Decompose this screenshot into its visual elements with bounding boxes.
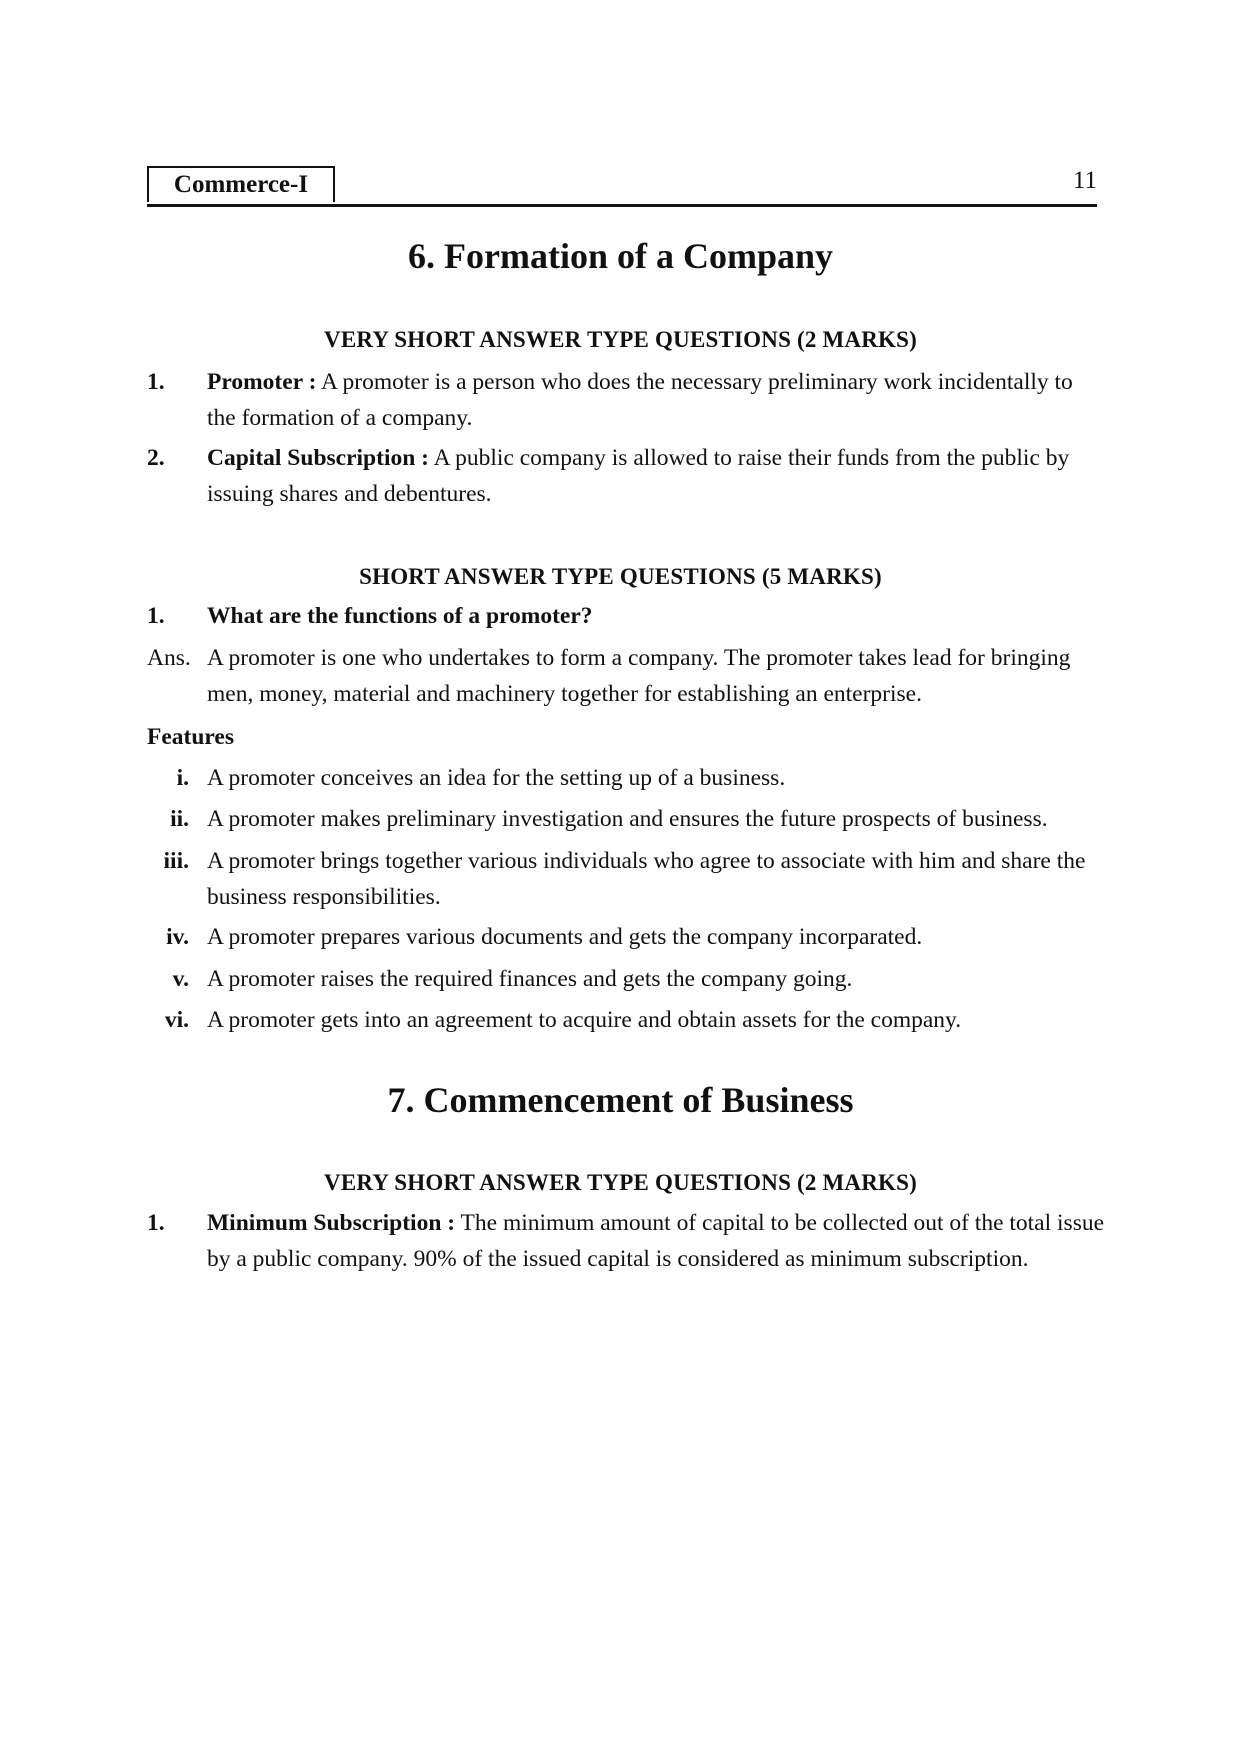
item-term: Capital Subscription : (207, 445, 429, 471)
answer-label: Ans. (147, 645, 191, 671)
running-header (147, 166, 1097, 207)
feature-item (147, 801, 1107, 837)
ch6-vsa-item-2 (147, 440, 1107, 512)
item-text: The minimum amount of capital to be collected out of the total issue by a public company. 90% of the issued capital is considered as minimum subscription. (207, 1210, 1105, 1272)
feature-text: A promoter brings together various individuals who agree to associate with him and share the business responsibilities. (207, 848, 1086, 910)
feature-item (147, 961, 1107, 997)
answer-text: A promoter is one who undertakes to form a company. The promoter takes lead for bringing men, money, material and machinery together for establishing an enterprise. (207, 645, 1071, 707)
ch6-sa-answer (147, 640, 1107, 712)
page-number: 11 (1072, 167, 1097, 194)
ch6-vsa-heading: VERY SHORT ANSWER TYPE QUESTIONS (2 MARKS) (324, 327, 917, 352)
ch7-vsa-item-1 (147, 1205, 1107, 1277)
item-number: 1. (147, 1210, 165, 1236)
ch6-sa-heading: SHORT ANSWER TYPE QUESTIONS (5 MARKS) (359, 564, 882, 589)
chapter-6-title: 6. Formation of a Company (408, 236, 833, 276)
item-text: A promoter is a person who does the necessary preliminary work incidentally to the formation of a company. (207, 369, 1073, 431)
feature-number: iv. (166, 924, 189, 950)
feature-item (147, 760, 1107, 796)
feature-number: ii. (170, 806, 189, 832)
feature-item (147, 919, 1107, 955)
feature-item (147, 1002, 1107, 1038)
feature-number: vi. (164, 1007, 189, 1033)
subject-label: Commerce-I (147, 166, 335, 202)
feature-number: i. (176, 765, 189, 791)
item-term: Minimum Subscription : (207, 1210, 456, 1236)
feature-text: A promoter makes preliminary investigation and ensures the future prospects of business. (207, 806, 1048, 832)
item-number: 1. (147, 369, 165, 395)
feature-item (147, 843, 1107, 915)
item-text: A public company is allowed to raise their funds from the public by issuing shares and debentures. (207, 445, 1070, 507)
question-number: 1. (147, 603, 165, 629)
question-text: What are the functions of a promoter? (207, 603, 593, 629)
feature-text: A promoter prepares various documents and gets the company incorparated. (207, 924, 923, 950)
feature-text: A promoter conceives an idea for the setting up of a business. (207, 765, 786, 791)
feature-text: A promoter gets into an agreement to acquire and obtain assets for the company. (207, 1007, 962, 1033)
features-title: Features (147, 724, 235, 750)
ch7-vsa-heading: VERY SHORT ANSWER TYPE QUESTIONS (2 MARKS) (324, 1170, 917, 1195)
item-number: 2. (147, 445, 165, 471)
chapter-7-title: 7. Commencement of Business (387, 1080, 854, 1120)
ch6-sa-question (147, 598, 1107, 634)
ch6-vsa-item-1 (147, 364, 1107, 436)
feature-text: A promoter raises the required finances and gets the company going. (207, 966, 853, 992)
item-term: Promoter : (207, 369, 317, 395)
feature-number: v. (172, 966, 189, 992)
feature-number: iii. (163, 848, 189, 874)
